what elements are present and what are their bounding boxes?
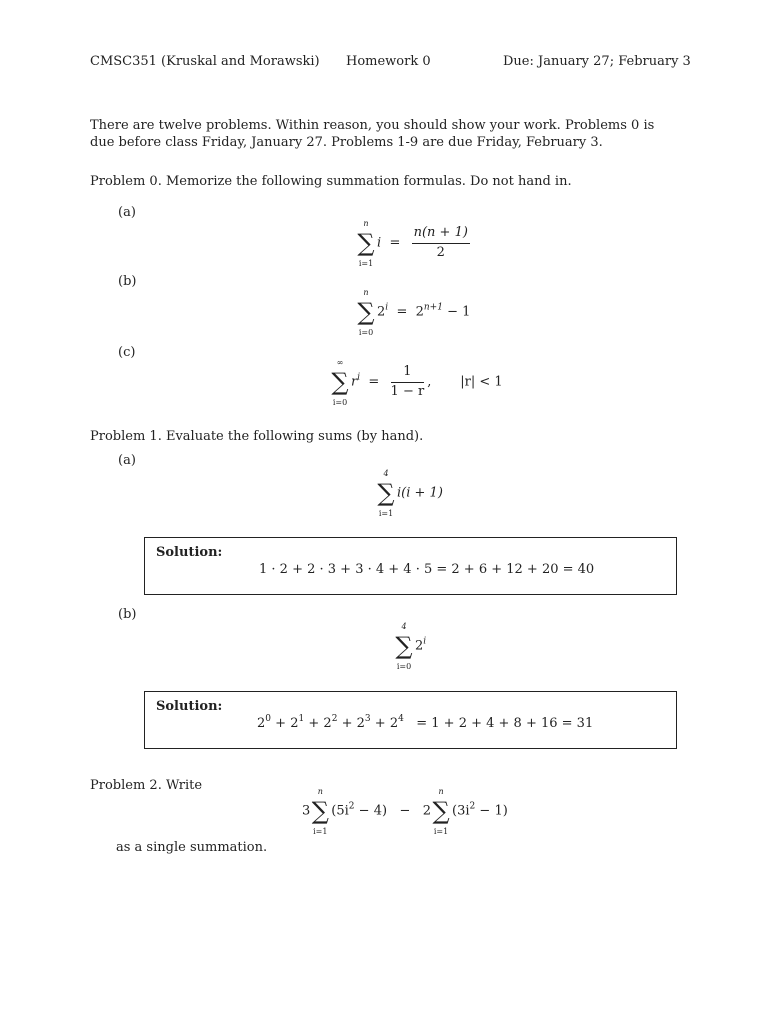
homework-title: Homework 0 bbox=[346, 54, 431, 69]
problem-0-statement: Problem 0. Memorize the following summation formulas. Do not hand in. bbox=[90, 174, 572, 189]
sum-symbol: ∞ ∑ i=0 bbox=[331, 358, 349, 407]
formula-0a: n ∑ i=1 i = $\frac{n(n + 1)}{2}$ bbox=[357, 219, 468, 268]
problem-1-statement: Problem 1. Evaluate the following sums (by hand). bbox=[90, 429, 424, 444]
sum-symbol: n ∑ i=1 bbox=[357, 219, 375, 268]
problem-1a-label: (a) bbox=[118, 453, 136, 468]
solution-label: Solution: bbox=[156, 699, 223, 714]
sum-symbol: n ∑ i=1 bbox=[432, 787, 450, 836]
formula-1b: 4 ∑ i=0 2$^i$ bbox=[395, 622, 427, 671]
solution-1a-text: 1 · 2 + 2 · 3 + 3 · 4 + 4 · 5 = 2 + 6 + 12 + 20 = 40 bbox=[259, 562, 595, 577]
due-date: Due: January 27; February 3 bbox=[503, 54, 691, 69]
problem-2-statement: Problem 2. Write bbox=[90, 778, 203, 793]
formula-1a: 4 ∑ i=1 i(i + 1) bbox=[377, 469, 443, 518]
problem-0a-label: (a) bbox=[118, 205, 136, 220]
solution-box-1b bbox=[144, 691, 677, 749]
problem-2-tail: as a single summation. bbox=[116, 840, 268, 855]
solution-label: Solution: bbox=[156, 545, 223, 560]
formula-2: 3 n ∑ i=1 $(5i^2 - 4)$ − 2 n ∑ i=1 $(3i^2 - 1)$ bbox=[302, 787, 508, 836]
sum-symbol: 4 ∑ i=0 bbox=[395, 622, 413, 671]
problem-0c-label: (c) bbox=[118, 345, 136, 360]
formula-0c: ∞ ∑ i=0 $r^i$ = $\frac{1}{1 - r}$ , |r| < 1 bbox=[331, 358, 503, 407]
course-header: CMSC351 (Kruskal and Morawski) bbox=[90, 54, 320, 69]
problem-0b-label: (b) bbox=[118, 274, 137, 289]
solution-box-1a bbox=[144, 537, 677, 595]
sum-symbol: n ∑ i=1 bbox=[311, 787, 329, 836]
formula-0b: n ∑ i=0 $2^i = 2^{n+1} - 1$ bbox=[357, 288, 471, 337]
solution-1b-text: $2^0 + 2^1 + 2^2 + 2^3 + 2^4$ = 1 + 2 + 4 + 8 + 16 = 31 bbox=[257, 714, 594, 731]
sum-symbol: n ∑ i=0 bbox=[357, 288, 375, 337]
intro-paragraph: There are twelve problems. Within reason, you should show your work. Problems 0 is due before class Friday, January 27. Problems 1-9 are due Friday, February 3. bbox=[90, 118, 655, 150]
problem-1b-label: (b) bbox=[118, 607, 137, 622]
sum-symbol: 4 ∑ i=1 bbox=[377, 469, 395, 518]
